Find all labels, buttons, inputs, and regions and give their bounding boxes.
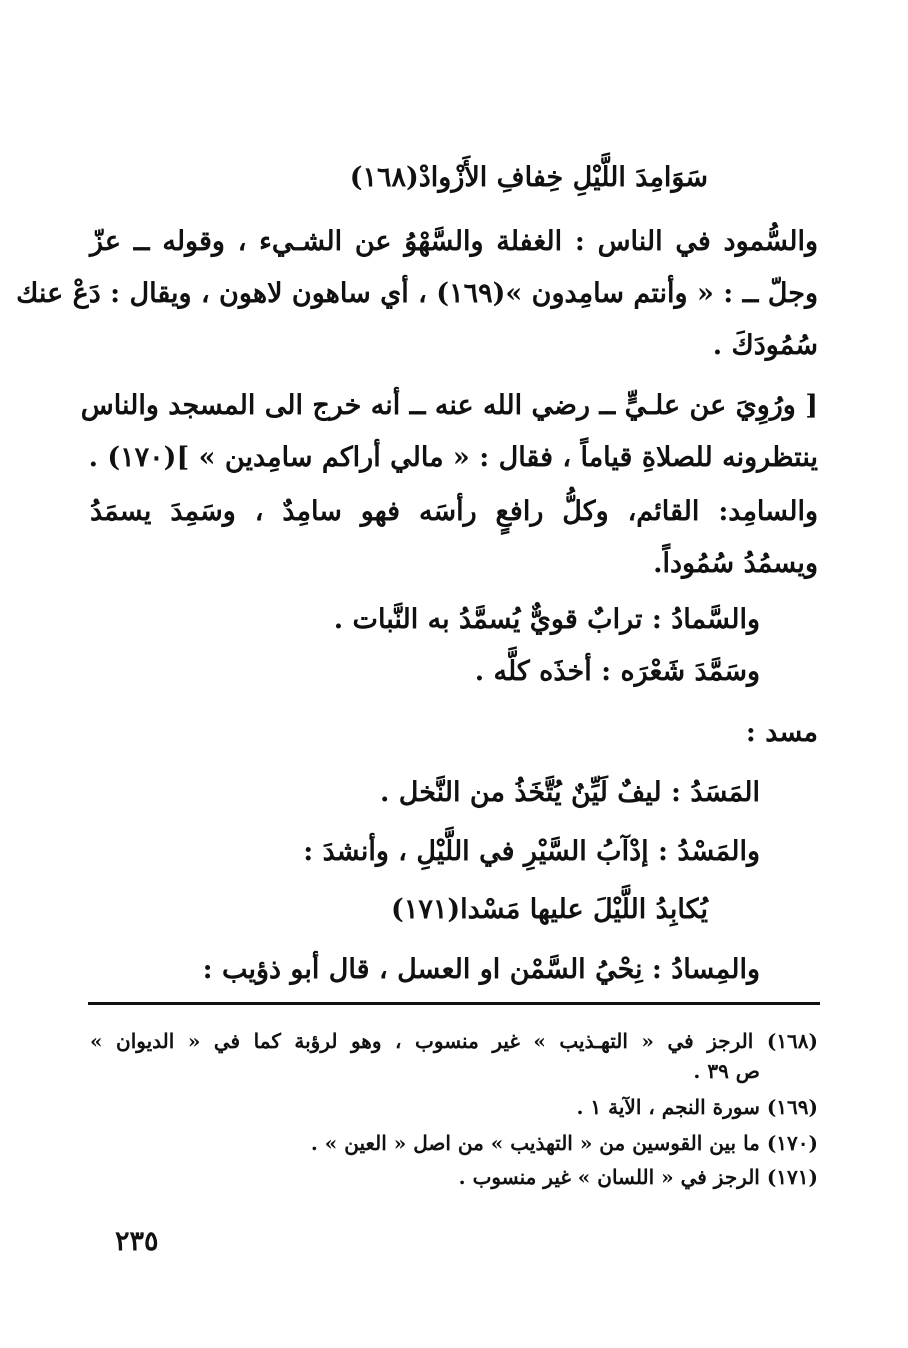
footnote-divider [88, 1002, 820, 1005]
footnote-168-continuation: ص ٣٩ . [693, 1059, 760, 1083]
footnote-171: (١٧١) الرجز في « اللسان » غير منسوب . [458, 1165, 818, 1189]
page-number: ٢٣٥ [115, 1226, 159, 1257]
paragraph-sammada-hair: وسَمَّدَ شَعْرَه : أخذَه كلَّه . [474, 656, 760, 687]
verse-quote: يُكابِدُ اللَّيْلَ عليها مَسْدا(١٧١) [391, 894, 708, 925]
paragraph-misad-skin: والمِسادُ : نِحْيُ السَّمْن او العسل ، قال أبو ذؤيب : [202, 954, 760, 985]
entry-heading-masad: مسد : [745, 717, 818, 748]
text-line: والسُّمود في الناس : الغفلة والسَّهْوُ عن الشـيء ، وقوله ــ عزّ [90, 226, 818, 257]
paragraph-masd-night-travel: والمَسْدُ : إدْآبُ السَّيْرِ في اللَّيْلِ ، وأنشدَ : [303, 836, 760, 867]
footnote-170: (١٧٠) ما بين القوسين من « التهذيب » من اصل « العين » . [310, 1131, 818, 1155]
paragraph-samad-soil: والسَّمادُ : ترابٌ قويٌّ يُسمَّدُ به النَّبات . [333, 604, 760, 635]
text-line: ويسمُدُ سُمُوداً. [653, 548, 818, 579]
paragraph-masad-fiber: المَسَدُ : ليفٌ لَيِّنٌ يُتَّخَذُ من النَّخل . [379, 777, 760, 808]
text-line: [ ورُوِيَ عن علـيٍّ ــ رضي الله عنه ــ أنه خرج الى المسجد والناس [80, 390, 818, 421]
footnote-168: (١٦٨) الرجز في « التهـذيب » غير منسوب ، وهو لرؤبة كما في « الديوان » [90, 1029, 819, 1053]
verse-heading: سَوَامِدَ اللَّيْلِ خِفافِ الأَزْوادْ(١٦٨) [349, 162, 708, 193]
text-line: والسامِد: القائم، وكلُّ رافعٍ رأسَه فهو سامِدٌ ، وسَمِدَ يسمَدُ [90, 496, 818, 527]
text-line: ينتظرونه للصلاةِ قياماً ، فقال : « مالي أراكم سامِدين » ](١٧٠) . [88, 442, 818, 473]
text-line: سُمُودَكَ . [712, 330, 818, 361]
text-line: وجلّ ــ : « وأنتم سامِدون »(١٦٩) ، أي ساهون لاهون ، ويقال : دَعْ عنك [16, 278, 818, 309]
footnote-169: (١٦٩) سورة النجم ، الآية ١ . [576, 1095, 818, 1119]
